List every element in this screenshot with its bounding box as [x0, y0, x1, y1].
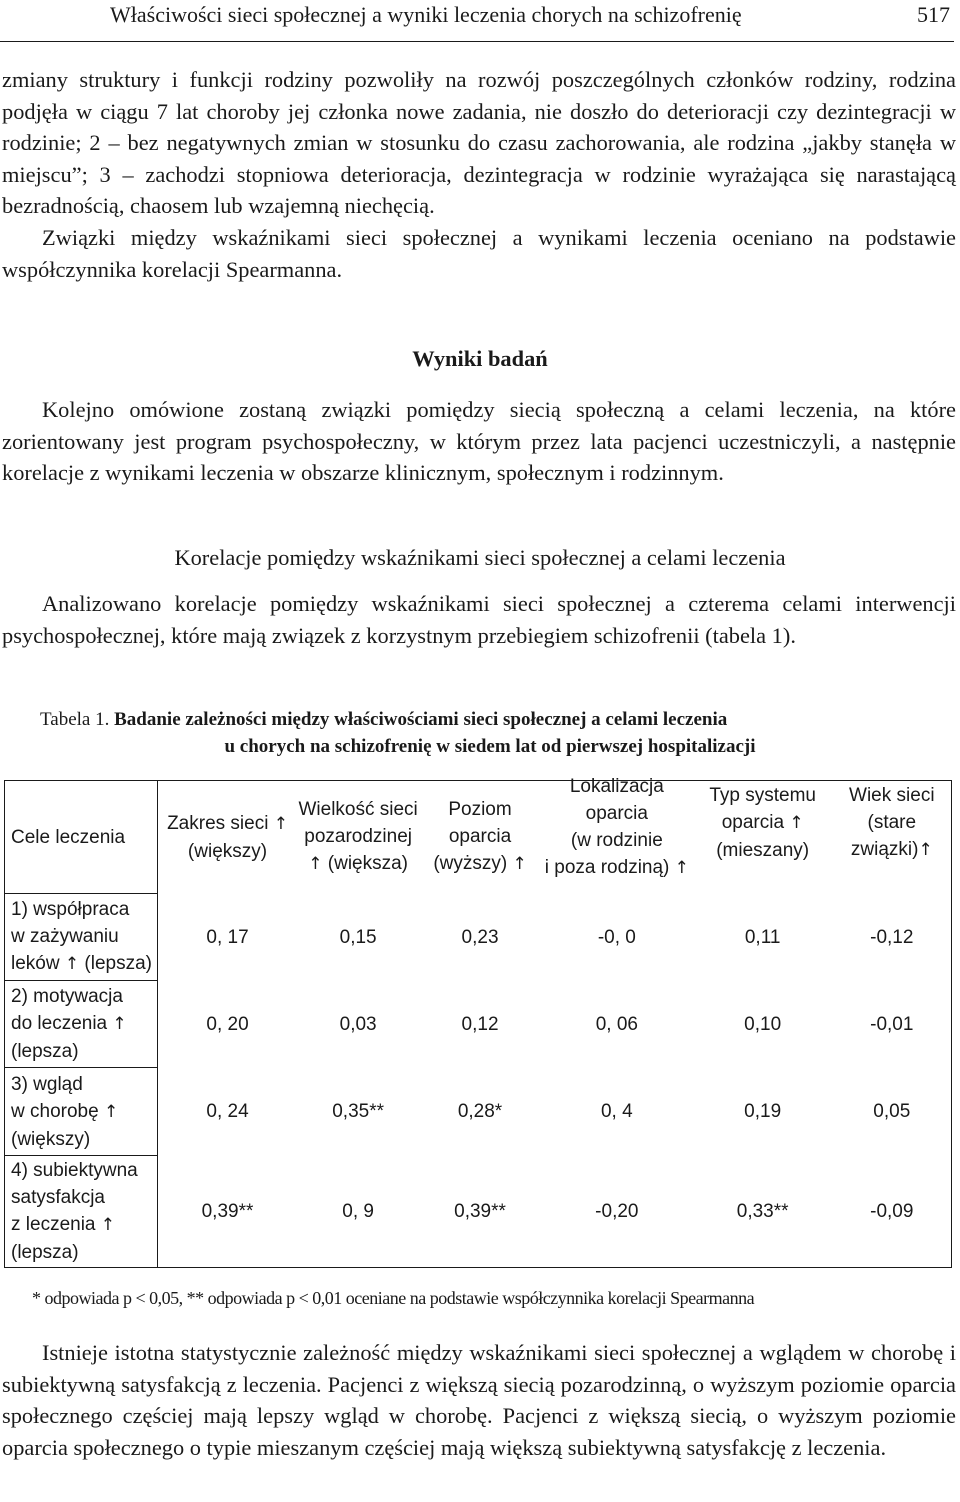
table-cell: -0,01 — [833, 981, 952, 1068]
arrow-up-icon: ↑ — [512, 854, 527, 875]
table-cell: 0, 9 — [297, 1156, 419, 1268]
conclusion-text — [2, 1337, 956, 1463]
table-cell: 0,11 — [744, 926, 781, 948]
arrow-up-icon: ↑ — [112, 1014, 127, 1034]
arrow-up-icon: ↑ — [100, 1215, 116, 1235]
header-rule — [0, 41, 954, 42]
column-header-network-age: Wiek sieci (stare związki)↑ — [833, 781, 952, 894]
table-cell: 0,19 — [744, 1101, 782, 1122]
arrow-up-icon: ↑ — [789, 813, 804, 834]
table-cell: -0,12 — [833, 894, 952, 981]
subheading-correlations: Korelacje pomiędzy wskaźnikami sieci społecznej a celami leczenia — [174, 545, 786, 570]
table-cell: 0,39** — [419, 1156, 541, 1268]
intro-paragraph-2: Związki między wskaźnikami sieci społecznej a wynikami leczenia oceniano na podstawie współczynnika korelacji Spearmanna. — [2, 224, 956, 282]
arrow-up-icon: ↑ — [273, 813, 288, 834]
table-cell: 0,15 — [339, 926, 377, 948]
column-header-network-size: Wielkość sieci pozarodzinej ↑ (większa) — [297, 781, 419, 894]
table-cell: 0,33** — [693, 1156, 833, 1268]
results-text — [2, 394, 956, 489]
row-label-satisfaction: 4) subiektywna satysfakcja z leczenia ↑ (lepsza) — [5, 1156, 158, 1268]
arrow-up-icon: ↑ — [308, 854, 323, 875]
table-cell: 0,35** — [332, 1101, 385, 1122]
row-label-insight: 3) wgląd w chorobę ↑ (większy) — [5, 1068, 158, 1156]
table-footnote: * odpowiada p < 0,05, ** odpowiada p < 0,01 oceniane na podstawie współczynnika korelacji Spearmanna — [32, 1288, 755, 1308]
column-header-support-location: Lokalizacja oparcia (w rodzinie i poza rodziną) ↑ — [541, 781, 693, 894]
table-caption-line2: u chorych na schizofrenię w siedem lat od pierwszej hospitalizacji — [224, 736, 756, 757]
table-cell: -0, 0 — [597, 926, 636, 948]
arrow-up-icon: ↑ — [64, 954, 80, 974]
arrow-up-icon: ↑ — [103, 1101, 119, 1122]
table-header-row — [5, 781, 952, 894]
table-row — [5, 1156, 952, 1268]
table-cell: 0, 06 — [595, 1013, 638, 1035]
intro-paragraph-1: zmiany struktury i funkcji rodziny pozwoliły na rozwój poszczególnych członków rodziny, rodzina podjęła w ciągu 7 lat choroby jej członka nowe zadania, nie doszło do deterioracji czy dezintegracji w rodzinie; 2 – bez negatywnych zmian w stosunku do czasu zachorowania, ale rodzina „jakby stanęła w miejscu”; 3 – zachodzi stopniowa deterioracja, dezintegracja w rodzinie wyrażająca się narastającą bezradnością, chaosem lub wzajemną niechęcią. — [2, 67, 956, 219]
table-cell: 0,28* — [457, 1101, 503, 1122]
section-heading-results: Wyniki badań — [412, 346, 548, 371]
table-row — [5, 981, 952, 1068]
column-header-network-range: Zakres sieci ↑ (większy) — [157, 781, 297, 894]
column-header-support-level: Poziom oparcia (wyższy) ↑ — [419, 781, 541, 894]
results-paragraph-1: Kolejno omówione zostaną związki pomiędzy siecią społeczną a celami leczenia, na które zorientowany jest program psychospołeczny, w którym przez lata pacjenci uczestniczyli, a następnie korelacje z wynikami leczenia w obszarze klinicznym, społecznym i rodzinnym. — [2, 397, 956, 486]
table-cell: 0, 4 — [600, 1101, 633, 1122]
table-caption-line1: Badanie zależności między właściwościami sieci społecznej a celami leczenia — [114, 709, 728, 730]
row-label-medication: 1) współpraca w zażywaniu leków ↑ (lepsza) — [5, 894, 158, 981]
column-header-system-type: Typ systemu oparcia ↑ (mieszany) — [693, 781, 833, 894]
table-cell: 0, 24 — [206, 1101, 249, 1122]
table-cell: 0,39** — [157, 1156, 297, 1268]
results-table — [4, 775, 952, 1268]
table-cell: 0,10 — [744, 1013, 782, 1035]
table-row — [5, 1068, 952, 1156]
table-cell: -0,20 — [541, 1156, 693, 1268]
table-cell: 0, 20 — [206, 1013, 249, 1035]
results-paragraph-2: Analizowano korelacje pomiędzy wskaźnikami sieci społecznej a czterema celami interwencji psychospołecznej, które mają związek z korzystnym przebiegiem schizofrenii (tabela 1). — [2, 591, 956, 648]
results-text-2 — [2, 588, 956, 651]
page-number: 517 — [917, 2, 950, 27]
table-cell: 0, 17 — [206, 926, 249, 948]
table-cell: 0,12 — [461, 1013, 499, 1035]
arrow-up-icon: ↑ — [918, 840, 933, 861]
row-label-motivation: 2) motywacja do leczenia ↑ (lepsza) — [5, 981, 158, 1068]
table-row — [5, 894, 952, 981]
column-header-goals: Cele leczenia — [5, 781, 158, 894]
table-cell: 0,05 — [833, 1068, 952, 1156]
running-title: Właściwości sieci społecznej a wyniki leczenia chorych na schizofrenię — [110, 2, 742, 27]
table-caption — [40, 706, 940, 760]
intro-text — [2, 64, 956, 285]
table-cell: 0,23 — [461, 926, 499, 948]
table-caption-label: Tabela 1. — [40, 709, 110, 730]
conclusion-paragraph: Istnieje istotna statystycznie zależność między wskaźnikami sieci społecznej a wglądem w chorobę i subiektywną satysfakcją z leczenia. Pacjenci z większą siecią pozarodzinną, o wyższym poziomie oparcia społecznego częściej mają lepszy wgląd w chorobę. Pacjenci z większą siecią, o wyższym poziomie oparcia społecznego o typie mieszanym częściej mają większą subiektywną satysfakcję z leczenia. — [2, 1340, 956, 1460]
table-cell: -0,09 — [833, 1156, 952, 1268]
table-cell: 0,03 — [339, 1013, 377, 1035]
arrow-up-icon: ↑ — [674, 857, 689, 878]
